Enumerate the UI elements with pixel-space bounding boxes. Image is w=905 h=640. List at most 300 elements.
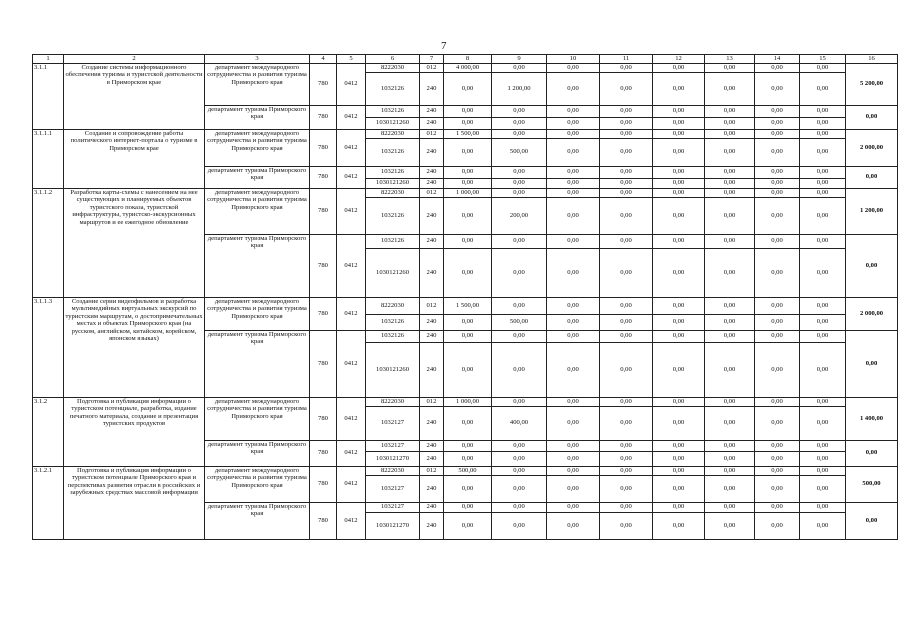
value-cell: 500,00 [492, 138, 547, 166]
value-cell: 0,00 [800, 188, 846, 197]
value-cell: 1032126 [366, 314, 420, 330]
value-cell: 0,00 [444, 406, 492, 440]
item-name: Разработка карты-схемы с нанесением на нее существующих и планируемых объектов туристского показа, туристской инфраструктуры, туристско-экскурсионных маршрутов и ее ежегодное обновление [64, 188, 205, 297]
value-cell: 0,00 [547, 502, 600, 512]
value-cell: 0,00 [755, 63, 800, 72]
value-cell: 0,00 [600, 178, 653, 188]
value-cell: 0,00 [547, 166, 600, 178]
value-cell: 1 500,00 [444, 129, 492, 138]
value-cell: 0,00 [547, 248, 600, 297]
value-cell: 0,00 [600, 330, 653, 342]
header-cell: 4 [310, 55, 337, 64]
value-cell: 0,00 [600, 297, 653, 314]
value-cell: 0,00 [755, 406, 800, 440]
value-cell: 0,00 [444, 117, 492, 129]
value-cell: 0,00 [547, 330, 600, 342]
value-cell: 0,00 [492, 188, 547, 197]
value-cell: 0,00 [492, 117, 547, 129]
value-cell: 0,00 [600, 63, 653, 72]
value-cell: 012 [420, 397, 444, 406]
value-cell: 0,00 [800, 342, 846, 397]
value-cell: 240 [420, 197, 444, 234]
value-cell: 8222030 [366, 188, 420, 197]
value-cell: 0,00 [755, 314, 800, 330]
value-cell: 0,00 [600, 188, 653, 197]
value-cell: 4 000,00 [444, 63, 492, 72]
value-cell: 0,00 [800, 166, 846, 178]
value-cell: 0,00 [800, 451, 846, 466]
value-cell: 1032126 [366, 138, 420, 166]
value-cell: 0,00 [800, 117, 846, 129]
value-cell: 0,00 [492, 63, 547, 72]
value-cell: 0,00 [444, 138, 492, 166]
value-cell: 0,00 [492, 440, 547, 451]
value-cell: 0,00 [547, 72, 600, 105]
value-cell: 240 [420, 512, 444, 539]
rz-pr-cell: 0412 [337, 63, 366, 105]
value-cell: 1030121270 [366, 451, 420, 466]
value-cell: 0,00 [600, 466, 653, 475]
value-cell: 0,00 [547, 440, 600, 451]
value-cell: 1032126 [366, 105, 420, 117]
value-cell: 0,00 [444, 330, 492, 342]
grbs-cell: 780 [310, 166, 337, 188]
value-cell: 8222030 [366, 297, 420, 314]
value-cell: 0,00 [492, 297, 547, 314]
value-cell: 8222030 [366, 397, 420, 406]
department-cell: департамент туризма Приморского края [205, 330, 310, 397]
value-cell: 0,00 [547, 178, 600, 188]
total-cell: 2 000,00 [846, 297, 898, 330]
value-cell: 0,00 [547, 117, 600, 129]
header-cell: 15 [800, 55, 846, 64]
value-cell: 1032126 [366, 72, 420, 105]
header-cell: 10 [547, 55, 600, 64]
value-cell: 0,00 [600, 129, 653, 138]
table-row [33, 397, 898, 406]
value-cell: 1 000,00 [444, 397, 492, 406]
value-cell: 0,00 [755, 105, 800, 117]
value-cell: 0,00 [653, 397, 705, 406]
value-cell: 0,00 [444, 502, 492, 512]
value-cell: 0,00 [705, 197, 755, 234]
value-cell: 0,00 [705, 440, 755, 451]
value-cell: 0,00 [800, 512, 846, 539]
value-cell: 0,00 [755, 129, 800, 138]
value-cell: 012 [420, 466, 444, 475]
value-cell: 240 [420, 178, 444, 188]
value-cell: 0,00 [653, 342, 705, 397]
header-cell: 6 [366, 55, 420, 64]
value-cell: 0,00 [653, 466, 705, 475]
grbs-cell: 780 [310, 105, 337, 129]
value-cell: 0,00 [492, 475, 547, 502]
value-cell: 240 [420, 117, 444, 129]
value-cell: 0,00 [600, 502, 653, 512]
value-cell: 0,00 [705, 105, 755, 117]
value-cell: 0,00 [600, 138, 653, 166]
value-cell: 0,00 [755, 397, 800, 406]
value-cell: 0,00 [600, 117, 653, 129]
value-cell: 240 [420, 451, 444, 466]
item-number: 3.1.2.1 [33, 466, 64, 539]
value-cell: 0,00 [705, 502, 755, 512]
value-cell: 1030121260 [366, 248, 420, 297]
value-cell: 240 [420, 314, 444, 330]
value-cell: 0,00 [755, 72, 800, 105]
value-cell: 0,00 [800, 297, 846, 314]
header-cell: 8 [444, 55, 492, 64]
value-cell: 0,00 [653, 166, 705, 178]
department-cell: департамент международного сотрудничества и развития туризма Приморского края [205, 466, 310, 502]
value-cell: 0,00 [800, 72, 846, 105]
value-cell: 0,00 [800, 466, 846, 475]
item-name: Создание системы информационного обеспечения туризма и туристской деятельности в Приморском крае [64, 63, 205, 129]
value-cell: 0,00 [547, 475, 600, 502]
value-cell: 0,00 [600, 397, 653, 406]
value-cell: 0,00 [444, 248, 492, 297]
value-cell: 1032127 [366, 406, 420, 440]
value-cell: 0,00 [705, 72, 755, 105]
value-cell: 0,00 [800, 397, 846, 406]
value-cell: 0,00 [653, 129, 705, 138]
department-cell: департамент туризма Приморского края [205, 440, 310, 466]
table-row [33, 129, 898, 138]
value-cell: 1030121260 [366, 342, 420, 397]
value-cell: 0,00 [547, 397, 600, 406]
value-cell: 0,00 [547, 297, 600, 314]
value-cell: 0,00 [547, 105, 600, 117]
header-cell: 14 [755, 55, 800, 64]
value-cell: 0,00 [547, 63, 600, 72]
grbs-cell: 780 [310, 397, 337, 440]
value-cell: 0,00 [800, 330, 846, 342]
total-cell: 5 200,00 [846, 63, 898, 105]
value-cell: 0,00 [653, 297, 705, 314]
value-cell: 0,00 [755, 475, 800, 502]
value-cell: 0,00 [492, 129, 547, 138]
grbs-cell: 780 [310, 330, 337, 397]
value-cell: 0,00 [755, 466, 800, 475]
value-cell: 1030121270 [366, 512, 420, 539]
rz-pr-cell: 0412 [337, 166, 366, 188]
value-cell: 240 [420, 342, 444, 397]
value-cell: 0,00 [755, 512, 800, 539]
value-cell: 240 [420, 138, 444, 166]
value-cell: 240 [420, 440, 444, 451]
value-cell: 0,00 [547, 451, 600, 466]
value-cell: 0,00 [600, 451, 653, 466]
value-cell: 1032127 [366, 475, 420, 502]
value-cell: 0,00 [444, 72, 492, 105]
value-cell: 0,00 [492, 166, 547, 178]
value-cell: 1032126 [366, 166, 420, 178]
value-cell: 0,00 [755, 234, 800, 248]
value-cell: 240 [420, 330, 444, 342]
value-cell: 1 200,00 [492, 72, 547, 105]
value-cell: 0,00 [444, 234, 492, 248]
value-cell: 1 000,00 [444, 188, 492, 197]
value-cell: 0,00 [492, 397, 547, 406]
value-cell: 0,00 [705, 330, 755, 342]
value-cell: 0,00 [492, 248, 547, 297]
value-cell: 0,00 [755, 197, 800, 234]
value-cell: 240 [420, 475, 444, 502]
value-cell: 0,00 [444, 512, 492, 539]
value-cell: 0,00 [755, 330, 800, 342]
rz-pr-cell: 0412 [337, 440, 366, 466]
value-cell: 0,00 [600, 342, 653, 397]
rz-pr-cell: 0412 [337, 188, 366, 234]
value-cell: 0,00 [653, 330, 705, 342]
value-cell: 0,00 [653, 72, 705, 105]
value-cell: 240 [420, 234, 444, 248]
value-cell: 0,00 [653, 406, 705, 440]
grbs-cell: 780 [310, 63, 337, 105]
rz-pr-cell: 0412 [337, 466, 366, 502]
total-cell: 500,00 [846, 466, 898, 502]
value-cell: 0,00 [653, 197, 705, 234]
grbs-cell: 780 [310, 502, 337, 539]
value-cell: 0,00 [705, 188, 755, 197]
grbs-cell: 780 [310, 234, 337, 297]
department-cell: департамент международного сотрудничества и развития туризма Приморского края [205, 397, 310, 440]
value-cell: 0,00 [705, 117, 755, 129]
value-cell: 0,00 [600, 314, 653, 330]
value-cell: 0,00 [755, 502, 800, 512]
value-cell: 0,00 [755, 178, 800, 188]
department-cell: департамент международного сотрудничества и развития туризма Приморского края [205, 63, 310, 105]
value-cell: 0,00 [444, 342, 492, 397]
value-cell: 0,00 [705, 138, 755, 166]
value-cell: 0,00 [600, 248, 653, 297]
value-cell: 240 [420, 502, 444, 512]
value-cell: 0,00 [492, 105, 547, 117]
value-cell: 0,00 [653, 440, 705, 451]
header-cell: 1 [33, 55, 64, 64]
value-cell: 0,00 [800, 314, 846, 330]
value-cell: 0,00 [600, 475, 653, 502]
value-cell: 0,00 [755, 342, 800, 397]
value-cell: 0,00 [653, 502, 705, 512]
value-cell: 0,00 [653, 248, 705, 297]
table-body [33, 55, 898, 540]
rz-pr-cell: 0412 [337, 502, 366, 539]
value-cell: 0,00 [800, 502, 846, 512]
rz-pr-cell: 0412 [337, 297, 366, 330]
value-cell: 240 [420, 248, 444, 297]
value-cell: 240 [420, 72, 444, 105]
rz-pr-cell: 0412 [337, 105, 366, 129]
department-cell: департамент международного сотрудничества и развития туризма Приморского края [205, 188, 310, 234]
value-cell: 0,00 [600, 234, 653, 248]
header-cell: 11 [600, 55, 653, 64]
value-cell: 8222030 [366, 129, 420, 138]
value-cell: 0,00 [800, 440, 846, 451]
budget-table [32, 54, 898, 540]
grbs-cell: 780 [310, 129, 337, 166]
department-cell: департамент международного сотрудничества и развития туризма Приморского края [205, 129, 310, 166]
header-cell: 12 [653, 55, 705, 64]
value-cell: 0,00 [705, 451, 755, 466]
value-cell: 1 500,00 [444, 297, 492, 314]
header-cell: 16 [846, 55, 898, 64]
value-cell: 0,00 [800, 178, 846, 188]
value-cell: 0,00 [547, 406, 600, 440]
grbs-cell: 780 [310, 440, 337, 466]
department-cell: департамент туризма Приморского края [205, 502, 310, 539]
value-cell: 0,00 [600, 440, 653, 451]
value-cell: 0,00 [492, 234, 547, 248]
value-cell: 0,00 [653, 314, 705, 330]
value-cell: 400,00 [492, 406, 547, 440]
department-cell: департамент туризма Приморского края [205, 105, 310, 129]
value-cell: 0,00 [600, 512, 653, 539]
value-cell: 0,00 [653, 138, 705, 166]
table-row [33, 188, 898, 197]
value-cell: 0,00 [705, 248, 755, 297]
value-cell: 0,00 [800, 105, 846, 117]
value-cell: 8222030 [366, 63, 420, 72]
value-cell: 0,00 [547, 197, 600, 234]
total-cell: 1 200,00 [846, 188, 898, 234]
value-cell: 0,00 [547, 466, 600, 475]
value-cell: 0,00 [600, 406, 653, 440]
value-cell: 0,00 [705, 297, 755, 314]
page-number: 7 [441, 40, 447, 52]
value-cell: 0,00 [705, 466, 755, 475]
value-cell: 0,00 [492, 466, 547, 475]
item-name: Создание серии видеофильмов и разработка мультимедийных виртуальных экскурсий по туристским маршрутам, о достопримечательных местах и объектах Приморского края (на русском, английском, китайском, корейском, японском языках) [64, 297, 205, 397]
value-cell: 0,00 [800, 248, 846, 297]
rz-pr-cell: 0412 [337, 397, 366, 440]
value-cell: 0,00 [492, 342, 547, 397]
value-cell: 0,00 [800, 475, 846, 502]
value-cell: 1032127 [366, 502, 420, 512]
value-cell: 0,00 [705, 406, 755, 440]
value-cell: 8222030 [366, 466, 420, 475]
value-cell: 0,00 [653, 512, 705, 539]
value-cell: 1032126 [366, 234, 420, 248]
rz-pr-cell: 0412 [337, 129, 366, 166]
header-cell: 9 [492, 55, 547, 64]
value-cell: 0,00 [547, 129, 600, 138]
value-cell: 0,00 [800, 138, 846, 166]
value-cell: 0,00 [600, 197, 653, 234]
header-cell: 5 [337, 55, 366, 64]
value-cell: 0,00 [492, 330, 547, 342]
value-cell: 0,00 [444, 475, 492, 502]
header-cell: 3 [205, 55, 310, 64]
total-cell: 1 400,00 [846, 397, 898, 440]
value-cell: 240 [420, 166, 444, 178]
value-cell: 0,00 [800, 63, 846, 72]
value-cell: 240 [420, 406, 444, 440]
total-cell: 0,00 [846, 502, 898, 539]
value-cell: 0,00 [705, 63, 755, 72]
value-cell: 0,00 [755, 138, 800, 166]
header-cell: 7 [420, 55, 444, 64]
value-cell: 1032126 [366, 197, 420, 234]
value-cell: 0,00 [653, 178, 705, 188]
value-cell: 0,00 [705, 397, 755, 406]
header-row [33, 55, 898, 64]
department-cell: департамент туризма Приморского края [205, 166, 310, 188]
value-cell: 0,00 [755, 440, 800, 451]
value-cell: 0,00 [600, 105, 653, 117]
value-cell: 0,00 [755, 166, 800, 178]
grbs-cell: 780 [310, 188, 337, 234]
value-cell: 0,00 [755, 248, 800, 297]
value-cell: 0,00 [705, 342, 755, 397]
item-number: 3.1.1.2 [33, 188, 64, 297]
value-cell: 0,00 [653, 475, 705, 502]
item-number: 3.1.1.3 [33, 297, 64, 397]
value-cell: 0,00 [492, 502, 547, 512]
value-cell: 0,00 [444, 451, 492, 466]
value-cell: 1030121260 [366, 117, 420, 129]
table-row [33, 297, 898, 314]
value-cell: 240 [420, 105, 444, 117]
department-cell: департамент туризма Приморского края [205, 234, 310, 297]
value-cell: 0,00 [444, 105, 492, 117]
value-cell: 0,00 [705, 512, 755, 539]
value-cell: 0,00 [653, 105, 705, 117]
department-cell: департамент международного сотрудничества и развития туризма Приморского края [205, 297, 310, 330]
table-row [33, 63, 898, 72]
value-cell: 0,00 [705, 475, 755, 502]
value-cell: 0,00 [653, 63, 705, 72]
value-cell: 0,00 [653, 234, 705, 248]
value-cell: 0,00 [755, 451, 800, 466]
value-cell: 0,00 [705, 234, 755, 248]
value-cell: 0,00 [705, 314, 755, 330]
value-cell: 0,00 [547, 188, 600, 197]
value-cell: 0,00 [547, 234, 600, 248]
value-cell: 0,00 [492, 178, 547, 188]
value-cell: 0,00 [705, 178, 755, 188]
value-cell: 0,00 [547, 342, 600, 397]
value-cell: 012 [420, 188, 444, 197]
value-cell: 1032127 [366, 440, 420, 451]
value-cell: 0,00 [547, 512, 600, 539]
value-cell: 200,00 [492, 197, 547, 234]
value-cell: 0,00 [653, 188, 705, 197]
item-name: Подготовка и публикация информации о туристском потенциале Приморского края и перспективах развития отрасли в российских и зарубежных средствах массовой информации [64, 466, 205, 539]
value-cell: 500,00 [492, 314, 547, 330]
item-number: 3.1.2 [33, 397, 64, 466]
total-cell: 0,00 [846, 166, 898, 188]
value-cell: 0,00 [800, 129, 846, 138]
rz-pr-cell: 0412 [337, 330, 366, 397]
header-cell: 13 [705, 55, 755, 64]
rz-pr-cell: 0412 [337, 234, 366, 297]
value-cell: 0,00 [547, 314, 600, 330]
value-cell: 0,00 [653, 117, 705, 129]
item-name: Создание и сопровождение работы политического интернет-портала о туризме в Приморском крае [64, 129, 205, 188]
value-cell: 0,00 [705, 129, 755, 138]
value-cell: 1030121260 [366, 178, 420, 188]
table-row [33, 466, 898, 475]
total-cell: 0,00 [846, 440, 898, 466]
value-cell: 0,00 [800, 234, 846, 248]
item-name: Подготовка и публикация информации о туристском потенциале, разработка, издание печатного материала, создание и презентация туристских продуктов [64, 397, 205, 466]
item-number: 3.1.1 [33, 63, 64, 129]
total-cell: 2 000,00 [846, 129, 898, 166]
value-cell: 012 [420, 129, 444, 138]
total-cell: 0,00 [846, 234, 898, 297]
header-cell: 2 [64, 55, 205, 64]
